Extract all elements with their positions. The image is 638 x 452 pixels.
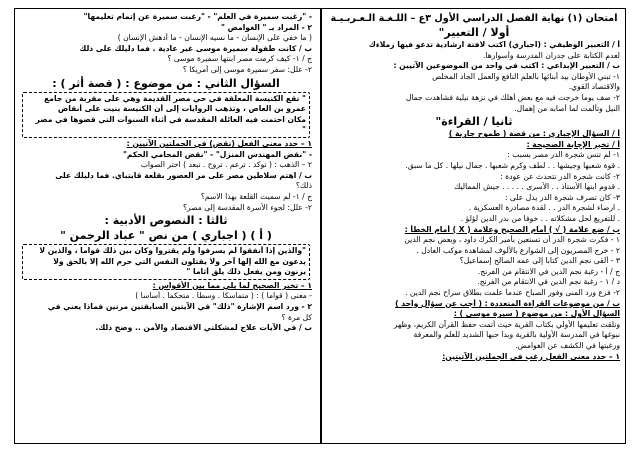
text-line: ٢- علل: لجوء الأسرة المقدسة إلى مصر؟ (182, 202, 312, 212)
text-line: - "نقض المهندس المنزل" - "نقض المحامي الحكم" (122, 149, 312, 159)
text-line: أ / التعبير الوظيفي : (اجباري) اكتب لافتة ارشادية تدعو فيها زملاءك (368, 40, 620, 49)
text-line: . قدوم ابنها الأستاذ . . الأسرى . . . . . جيش المماليك (454, 182, 620, 192)
text-line: ب / التعبير الإبداعي : اكتب في واحد من الموضوعين الآتيين : (393, 61, 620, 71)
text-line: . للتفريغ لحل مشكلاته . . خوفا من بدر الدين لؤلؤ . (460, 213, 620, 223)
passage-line: يدعون مع الله إلها آخر ولا يقتلون النفس التي حرم الله إلا بالحق ولا (53, 256, 306, 266)
text-line: ج / ١- لم سميت القلعة بهذا الاسم؟ (200, 191, 312, 201)
text-line: ٢ - ورد اسم الإشارة "ذلك" في الآيتين السابقتين مرتين فماذا يعني في (47, 302, 312, 312)
text-line: ٢- علل: سفر سميرة موسى إلى أمريكا ؟ (182, 64, 312, 74)
passage-line: " (302, 125, 306, 135)
text-line: ٢- كانت شجرة الدر تتحدث عن عودة : (500, 171, 620, 181)
text-line: ذلك؟ (295, 181, 312, 191)
text-line: لعدم الكتابة على جدران المدرسة وأسوارها. (482, 50, 620, 60)
text-line: ب / في الآيات علاج لمشكلتي الاقتصاد والأمن .. وضح ذلك. (95, 323, 312, 333)
text-line: ١- تبني الأوطان بيد أبنائها بالعلم النافع والعمل الجاد المخلص (432, 71, 620, 81)
section-heading: ثانيا / القراءة" (435, 115, 513, 129)
section-heading: ثالثا : النصوص الأدبية : (104, 214, 228, 228)
quoted-passage (22, 244, 310, 280)
passage-line: عمرو بن العاص ، وتذهب الروايات إلى أن الكنيسة بنيت على أنقاض (58, 104, 306, 114)
text-line: ٢- صف يوما خرجت فيه مع بعض أهلك في نزهة نيلية فشاهدت جمال (405, 92, 620, 102)
text-line: ٣ - ألقى نجم الدين كتابا إلى عمه الصالح إسماعيل؟ (459, 256, 620, 266)
text-line: د / ١ - رغبة نجم الدين في الانتقام من الفرنج. (477, 277, 620, 287)
section-heading: ( أ ) ( اجباري ) من نص " عباد الرحمن " (60, 229, 272, 243)
text-line: ١ - فكرت شجرة الدر أن تستعين بأمير الكرك داود ، وبعض نجم الدين (404, 235, 620, 245)
text-line: . قوة شعبها وجيشها . . لطف وكرم شعبها . جمال نيلها . كل ما سبق. (405, 160, 620, 170)
section-heading: امتحان (١) نهاية الفصل الدراسي الأول ٣ع – اللـغـة الـعـربـيـة (330, 13, 618, 24)
text-line: السؤال الأول : من موضوع ( سيرة موسى ) : (453, 309, 620, 319)
passage-line: "والذين إذا أنفقوا لم يسرفوا ولم يقتروا وكان بين ذلك قواما ، والذين لا (39, 246, 306, 256)
text-line: أ / تخير الإجابة الصحيحة : (526, 139, 620, 149)
text-line: - معنى ( قواما ) : ( متماسكا . وسطا . متحكما . أساسا ) (135, 291, 312, 301)
quoted-passage (22, 92, 310, 138)
section-heading: السؤال الثاني : من موضوع : ( قصة أثر ) : (52, 76, 280, 90)
text-line: ب / من موضوعات القراءة المتعددة : ( أجب عن سؤال واحد ) (395, 298, 620, 308)
text-line: نبوغها في المدرسة الأولية بالقرية وبدا حبها الشديد للعلم والمعرفة (413, 330, 620, 340)
text-line: ب / اهتم سلاطين مصر على مر العصور بقلعة قايتباي. فما دليلك على (55, 170, 312, 180)
text-line: ج / أ - رغبة نجم الدين في الانتقام من الفرنج. (477, 266, 620, 276)
section-heading: أولا / التعبير" (438, 26, 510, 39)
text-line: . ارضاء لشجرة الدر . . لقدة مصادرة العسكرية . (468, 203, 620, 213)
text-line: ٢ - المراد بـ " الغوامض " (221, 22, 312, 32)
text-line: ٣- كان تصرف شجرة الدر يدل على : (504, 192, 620, 202)
left-column (20, 12, 312, 440)
text-line: ٢ - خرج المصريون إلى الشوارع بالألوف لمشاهدة موكب العادل . (416, 245, 620, 255)
passage-line: يزنون ومن يفعل ذلك يلق أثاما " (186, 267, 306, 277)
text-line: أ / السؤال الإجباري : من قصة ( طموح جارية ) (448, 129, 620, 139)
passage-line: مكان احتمت فيه العائلة المقدسة في أثناء السنوات التي قضوها في مصر (35, 114, 306, 124)
text-line: والاقتصاد القوي. (568, 82, 620, 92)
text-line: ١ – تخير الصحيح لما يلي مما بين الأقواس : (152, 280, 312, 290)
text-line: النيل وتألمت لما أصابه من إهمال. (514, 103, 620, 113)
text-line: ب / ضع علامة ( √ ) أمام الصحيح وعلامة ( X ) أمام الخطأ : (404, 224, 620, 234)
text-line: كل مرة ؟ (281, 312, 312, 322)
passage-line: " تقع الكنيسة المعلقة في حي مصر القديمة وهي على مقربة من جامع (44, 93, 306, 103)
text-line: ورغبتها في الكشف عن الغوامض. (515, 341, 620, 351)
right-column (328, 12, 620, 440)
exam-page (14, 8, 626, 444)
text-line: ١ – حدد معنى الفعل (نقض) في الجملتين الآتيين : (126, 138, 312, 148)
text-line: - "رغبت سميرة في العلم" - "رغبت سميرة عن إتمام تعليمها" (83, 12, 312, 21)
text-line: ٢- فزع ورد المنى وفور الصباح عندما علمت بطلاق سراح نجم الدين . (405, 288, 620, 298)
text-line: ج / ١- كيف كرمت مصر ابنتها سميرة موسى ؟ (167, 54, 312, 64)
column-divider (320, 9, 322, 443)
text-line: ب / كانت طفولة سميرة موسى غير عادية . فما دليلك على ذلك (79, 43, 312, 53)
text-line: ١- لم تنس شجرة الدر مصر بسبب : (507, 150, 620, 160)
text-line: وتلقت تعليمها الأولي بكتاب القرية حيث أتمت حفظ القرآن الكريم، وظهر (393, 319, 620, 329)
text-line: ( ما خفي على الإنسان - ما نسيه الإنسان - ما أدهش الإنسان ) (117, 33, 312, 43)
text-line: ١ – حدد معنى الفعل رغب في الجملتين الآتيتين: (442, 351, 620, 361)
text-line: ٢ – الذهب : ( توكد . ترعم . تروح . تبعد ) اختر الصواب (140, 160, 312, 170)
